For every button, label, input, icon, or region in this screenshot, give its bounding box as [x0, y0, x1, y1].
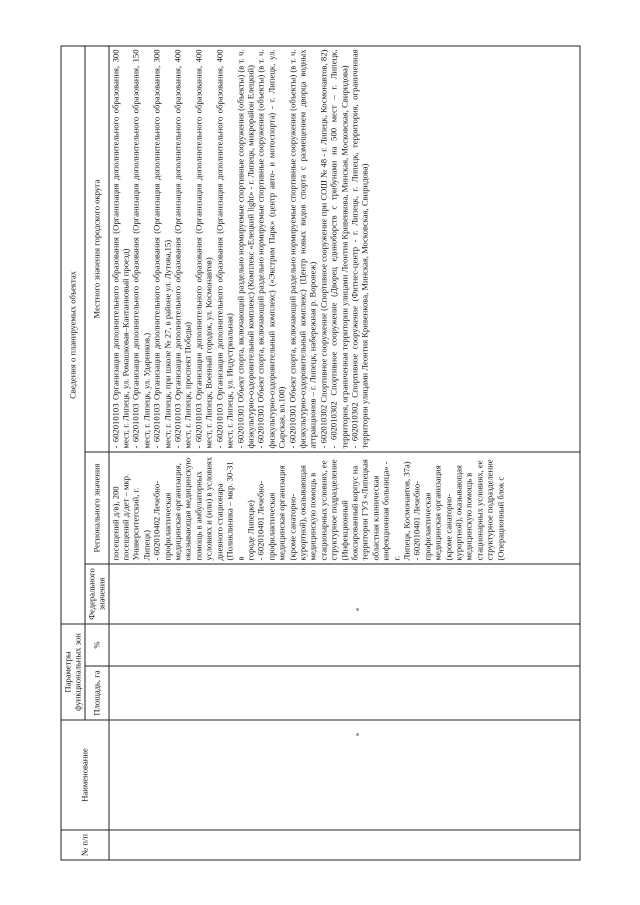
regional-object-line: территории ГУЗ «Липецкая: [359, 458, 370, 560]
cell-name: [108, 720, 579, 830]
header-area: Площадь, га: [84, 666, 108, 720]
regional-object-line: (Инфекционный: [338, 499, 349, 560]
regional-object-line: - 602010402 Лечебно-: [151, 480, 162, 560]
local-object-item: - 602010301 Объект спорта, включающий раздельно нормируемые спортивные сооружения (объекты) (в т. ч. физкультурно-оздоровительный комплекс) («Экстрим Парк» (центр авто- и мотоспорта) - г. Липецк, ул. Сырская, вл.100): [255, 49, 287, 448]
cell-percent: [108, 623, 579, 665]
header-planned: Сведения о планируемых объектах: [61, 46, 85, 624]
regional-object-line: медицинская организация,: [172, 462, 183, 560]
regional-object-line: стационарных условиях, ее: [473, 459, 484, 560]
regional-object-line: медицинскую помощь в: [307, 472, 318, 560]
regional-object-line: Университетский, г. Липецк): [130, 487, 151, 560]
scan-speck: [356, 733, 359, 736]
regional-object-line: стационарных условиях, ее: [317, 459, 328, 560]
regional-object-line: помощь в амбулаторных: [192, 470, 203, 560]
planned-objects-table: [60, 45, 580, 860]
regional-object-line: условиях и (или) в условиях: [203, 456, 214, 560]
header-regional: Регионального значения: [84, 451, 108, 563]
cell-local: [108, 46, 579, 452]
local-object-item: - 602010302 Спортивное сооружение (Спортивное сооружение при СОШ № 48 - г. Липецк, Космонавтов, 82): [317, 49, 328, 448]
regional-object-line: (Операционный блок с: [494, 476, 505, 560]
regional-object-line: медицинская организация: [276, 464, 287, 560]
regional-object-line: посещений д/дет – мкр.: [120, 473, 131, 560]
header-name: Наименование: [61, 720, 109, 830]
regional-object-line: Липецк, Космонавтов, 37а): [401, 460, 411, 560]
local-object-item: - 602010103 Организация дополнительного образования (Организация дополнительного образования, 400 мест, г. Липецк, проспект Победы): [172, 49, 193, 448]
local-object-item: - 602010103 Организация дополнительного образования (Организация дополнительного образования, 150 мест, г. Липецк, ул. Ударников,): [130, 49, 151, 448]
scan-speck: [356, 608, 359, 611]
regional-object-line: курортной), оказывающая: [296, 464, 307, 560]
local-object-item: - 602010103 Организация дополнительного образования (Организация дополнительного образования, 400 мест, г. Липецк, ул. Индустриальная): [213, 49, 235, 448]
table-row: [108, 46, 579, 860]
regional-object-line: (кроме санаторно-: [286, 493, 297, 560]
regional-object-line: профилактическая: [161, 492, 172, 560]
regional-object-line: областная клиническая: [369, 475, 380, 560]
rotated-page: [60, 45, 580, 860]
regional-object-line: профилактическая: [265, 492, 276, 560]
header-percent: %: [84, 623, 108, 665]
header-federal: Федерального значения: [84, 563, 108, 623]
regional-object-line: городе Липецке): [244, 499, 255, 560]
local-object-item: - 602010302 Спортивное сооружение (Дворец единоборств с трибунами на 500 мест – г. Липецк, территория, ограниченная территории улицами Леонтия Кривенкова, Минская, Московская, Свиридова): [328, 49, 349, 448]
local-object-item: - 602010103 Организация дополнительного образования (Организация дополнительного образования, 400 мест, г. Липецк, Военный городок, ул. Космонавтов): [192, 49, 214, 448]
regional-object-line: боксированный корпус на: [348, 465, 359, 560]
regional-object-line: структурное подразделение: [484, 458, 495, 560]
regional-object-line: медицинская организация: [432, 464, 443, 560]
cell-regional: [108, 451, 579, 563]
regional-object-line: (Поликлиника – мкр. 30-31 в: [224, 460, 245, 560]
header-local: Местного значения городского округа: [84, 46, 108, 452]
regional-object-line: структурное подразделение: [328, 458, 339, 560]
local-object-item: - 602010302 Спортивное сооружение (Фитнес-центр - г. Липецк, г. Липецк, территория, ограниченная территории улицами Леонтия Кривенкова, Минская, Московская, Свиридова): [348, 49, 370, 448]
regional-object-line: инфекционная больница» - г.: [380, 460, 401, 560]
local-object-item: - 602010103 Организация дополнительного образования (Организация дополнительного образования, 300 мест, г. Липецк, при школе № 27, в районе ул. Лутова,15): [151, 49, 172, 448]
header-number: № п/п: [61, 830, 109, 860]
regional-object-line: оказывающая медицинскую: [182, 457, 193, 560]
cell-federal: [108, 563, 579, 623]
local-object-item: - 602010301 Объект спорта, включающий раздельно нормируемые спортивные сооружения (объекты) (в т. ч. физкультурно-оздоровительный комплекс) (Комплекс «Елецкий light» - г. Липецк, микрорайон Елецкий): [234, 49, 255, 448]
regional-object-line: - 602010401 Лечебно-: [411, 480, 422, 560]
local-object-item: - 602010301 Объект спорта, включающий раздельно нормируемые спортивные сооружения (объекты) (в т. ч. физкультурно-оздоровительный комплекс) (Центр новых видов спорта с размещением дворца водных аттракционов – г. Липецк, набережная р. Воронеж): [286, 49, 318, 448]
cell-number: [108, 830, 579, 860]
regional-object-line: профилактическая: [421, 492, 432, 560]
cell-area: [108, 666, 579, 720]
local-object-item: - 602010103 Организация дополнительного образования (Организация дополнительного образования, 300 мест, г. Липецк, ул. Ромашковая–Кантаниовый проезд): [109, 49, 131, 448]
regional-object-line: курортной), оказывающая: [453, 464, 464, 560]
regional-object-line: дневного стационара: [213, 482, 224, 560]
regional-object-line: (кроме санаторно-: [442, 493, 453, 560]
regional-object-line: посещений д/в), 200: [109, 485, 120, 560]
regional-object-line: медицинскую помощь в: [463, 472, 474, 560]
regional-object-line: - 602010401 Лечебно-: [255, 480, 266, 560]
header-params: Параметры функциональных зон: [61, 623, 85, 719]
